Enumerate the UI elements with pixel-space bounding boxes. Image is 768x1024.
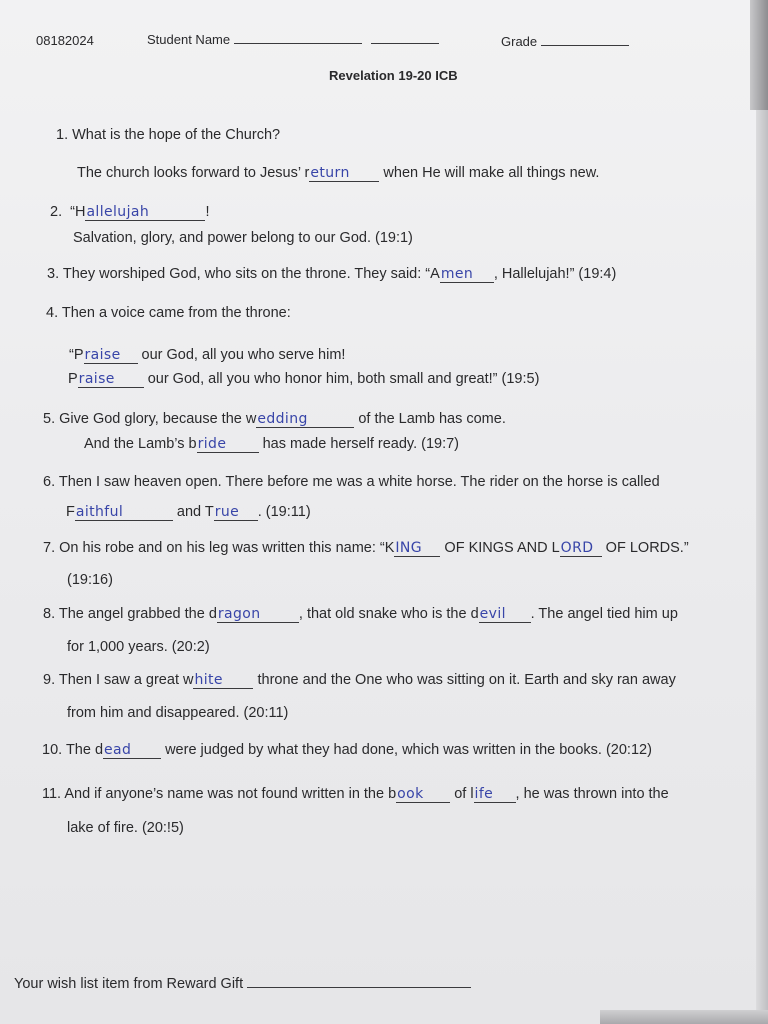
answer-q6b: rue — [214, 505, 258, 521]
answer-q2: allelujah — [85, 205, 205, 221]
student-name-blank-2 — [371, 31, 439, 44]
answer-q11b: ife — [474, 787, 516, 803]
line-text: . (19:11) — [257, 504, 311, 520]
answer-q10: ead — [103, 743, 161, 759]
question-7-line-2: (19:16) — [67, 572, 113, 588]
line-text: F — [66, 504, 75, 520]
question-number: 5. — [43, 411, 56, 427]
question-number: 2. — [50, 204, 63, 220]
question-text: Then I saw heaven open. There before me was a white horse. The rider on the horse is called — [58, 474, 660, 490]
question-text: Give God glory, because the w — [59, 411, 257, 427]
wish-list-blank — [247, 975, 471, 988]
question-number: 11. — [42, 786, 62, 802]
line-text: “P — [69, 347, 84, 363]
answer-q8b: evil — [479, 607, 531, 623]
question-6 — [43, 474, 660, 490]
question-4-line-2 — [68, 371, 539, 388]
date-code: 08182024 — [36, 33, 94, 48]
question-text: What is the hope of the Church? — [72, 127, 281, 143]
question-4 — [46, 305, 291, 321]
question-2 — [50, 204, 209, 221]
question-5-line-2 — [84, 436, 459, 453]
question-number: 9. — [43, 672, 56, 688]
question-2-line-2: Salvation, glory, and power belong to our God. (19:1) — [73, 230, 413, 246]
grade-row — [501, 33, 629, 49]
question-text: “H — [70, 204, 86, 220]
answer-q4a: raise — [84, 348, 138, 364]
answer-q6a: aithful — [75, 505, 173, 521]
line-text: our God, all you who honor him, both small and great!” (19:5) — [143, 371, 540, 387]
line-text: , he was thrown into the — [515, 786, 669, 802]
question-1-answer-line — [77, 165, 599, 182]
wish-list-label: Your wish list item from Reward Gift — [14, 976, 244, 992]
line-text: OF LORDS.” — [601, 540, 689, 556]
question-number: 6. — [43, 474, 56, 490]
answer-q1: eturn — [309, 166, 379, 182]
grade-label: Grade — [501, 34, 538, 49]
question-number: 4. — [46, 305, 59, 321]
line-text: , Hallelujah!” (19:4) — [493, 266, 617, 282]
answer-q9: hite — [193, 673, 253, 689]
answer-q4b: raise — [78, 372, 144, 388]
question-7 — [43, 540, 689, 557]
line-text: ! — [205, 204, 210, 220]
answer-q5b: ride — [197, 437, 259, 453]
paper-edge-bottom — [600, 1010, 768, 1024]
question-6-line-2 — [66, 504, 311, 521]
answer-q7b: ORD — [560, 541, 602, 557]
line-text: . The angel tied him up — [530, 606, 678, 622]
student-name-label: Student Name — [147, 32, 231, 47]
question-text: The d — [65, 742, 104, 758]
question-4-line-1 — [69, 347, 345, 364]
question-11-line-2: lake of fire. (20:!5) — [67, 820, 184, 836]
question-8-line-2: for 1,000 years. (20:2) — [67, 639, 210, 655]
paper-edge-right — [756, 0, 768, 1024]
question-text: On his robe and on his leg was written this name: “K — [59, 540, 395, 556]
line-text: The church looks forward to Jesus’ r — [77, 165, 310, 181]
answer-q3: men — [440, 267, 494, 283]
question-text: And if anyone’s name was not found written in the b — [64, 786, 397, 802]
question-5 — [43, 411, 506, 428]
question-text: The angel grabbed the d — [58, 606, 217, 622]
line-text: our God, all you who serve him! — [137, 347, 346, 363]
line-text: were judged by what they had done, which was written in the books. (20:12) — [161, 742, 652, 758]
question-number: 8. — [43, 606, 56, 622]
question-1 — [56, 127, 280, 143]
wish-list-row — [14, 975, 471, 992]
question-text: They worshiped God, who sits on the throne. They said: “A — [62, 266, 440, 282]
line-text: of l — [450, 786, 474, 802]
question-number: 7. — [43, 540, 56, 556]
line-text: when He will make all things new. — [383, 165, 600, 181]
line-text: P — [68, 371, 78, 387]
answer-q7a: ING — [394, 541, 440, 557]
question-number: 3. — [47, 266, 60, 282]
question-8 — [43, 606, 678, 623]
paper-edge-top-right — [750, 0, 768, 110]
question-3 — [47, 266, 616, 283]
answer-q11a: ook — [396, 787, 450, 803]
question-9-line-2: from him and disappeared. (20:11) — [67, 705, 289, 721]
line-text: has made herself ready. (19:7) — [258, 436, 460, 452]
answer-q5a: edding — [256, 412, 354, 428]
line-text: throne and the One who was sitting on it. Earth and sky ran away — [253, 672, 676, 688]
question-text: Then I saw a great w — [58, 672, 194, 688]
line-text: And the Lamb’s b — [84, 436, 197, 452]
line-text: OF KINGS AND L — [440, 540, 560, 556]
page-title: Revelation 19-20 ICB — [329, 68, 458, 83]
answer-q8a: ragon — [217, 607, 299, 623]
question-10 — [42, 742, 652, 759]
line-text: and T — [172, 504, 214, 520]
question-number: 1. — [56, 127, 69, 143]
line-text: of the Lamb has come. — [354, 411, 506, 427]
question-text: Then a voice came from the throne: — [61, 305, 291, 321]
student-name-row — [147, 31, 439, 47]
question-9 — [43, 672, 676, 689]
line-text: , that old snake who is the d — [298, 606, 479, 622]
question-11 — [42, 786, 669, 803]
student-name-blank — [234, 31, 362, 44]
grade-blank — [541, 33, 629, 46]
question-number: 10. — [42, 742, 63, 758]
